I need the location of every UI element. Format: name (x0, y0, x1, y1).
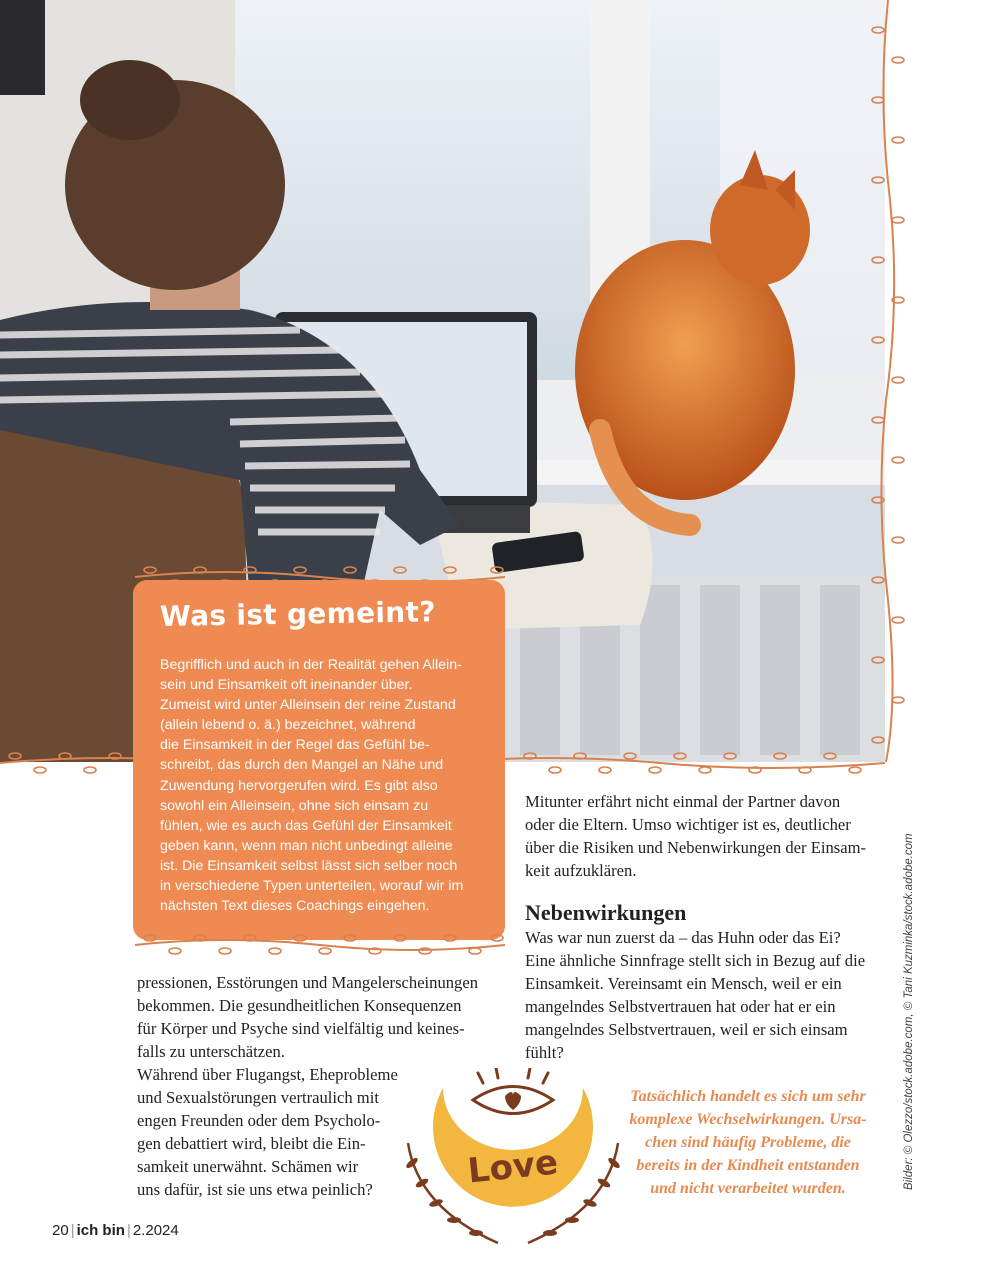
page-number: 20 (52, 1222, 69, 1239)
issue-number: 2.2024 (132, 1222, 179, 1239)
love-moon-illustration (398, 1068, 628, 1248)
love-text: Love (465, 1142, 560, 1192)
photo-credit: Bilder: © Olezzo/stock.adobe.com, © Tani Kuzminka/stock.adobe.com (903, 833, 915, 1190)
page-folio: 20 | ich bin | 2.2024 (52, 1222, 179, 1239)
info-box (133, 580, 505, 940)
infobox-vine-bottom (135, 933, 505, 957)
right-column-text-a: Mitunter erfährt nicht einmal der Partner davon oder die Eltern. Umso wichtiger ist es, deutlicher über die Risiken und Nebenwirkungen der Einsam- keit aufzuklären. (525, 792, 867, 880)
vine-border-right (868, 0, 908, 762)
left-column-text-b: Während über Flugangst, Eheprobleme und Sexualstörungen vertraulich mit engen Freunden oder dem Psycholo- gen debattiert wird, bleibt die Ein- samkeit unerwähnt. Schämen wir uns dafür, ist sie uns etwa peinlich? (137, 1065, 398, 1199)
eye-icon (473, 1068, 553, 1114)
subheading-nebenwirkungen: Nebenwirkungen (525, 900, 687, 925)
info-box-title: Was ist gemeint? (159, 595, 436, 633)
right-column-text-b: Was war nun zuerst da – das Huhn oder das Ei? Eine ähnliche Sinnfrage stellt sich in Bezug auf die Einsamkeit. Vereinsamt ein Mensch, weil er ein mangelndes Selbstvertrauen hat oder hat er ein mangelndes Selbstvertrauen, weil er sich einsam fühlt? (525, 928, 866, 1062)
left-column-text-a: pressionen, Esstörungen und Mangelerscheinungen bekommen. Die gesundheitlichen Konsequenzen für Körper und Psyche sind vielfältig und keines- falls zu unterschätzen. (137, 973, 479, 1061)
pull-quote: Tatsächlich handelt es sich um sehr komplexe Wechselwirkungen. Ursa- chen sind häufig Probleme, die bereits in der Kindheit entstanden und nicht verarbeitet wurden. (629, 1088, 867, 1197)
info-box-text: Begrifflich und auch in der Realität gehen Allein- sein und Einsamkeit oft ineinander über. Zumeist wird unter Alleinsein der reine Zustand (allein lebend o. ä.) bezeichnet, während die Einsamkeit in der Regel das Gefühl be- schreibt, das durch den Mangel an Nähe und Zuwendung hervorgerufen wird. Es gibt also sowohl ein Alleinsein, ohne sich einsam zu fühlen, wie es auch das Gefühl der Einsamkeit geben kann, wenn man nicht unbedingt alleine ist. Die Einsamkeit selbst lässt sich selber noch in verschiedene Typen unterteilen, worauf wir im nächsten Text dieses Coachings eingehen. (160, 657, 464, 915)
magazine-name: ich bin (76, 1222, 125, 1239)
